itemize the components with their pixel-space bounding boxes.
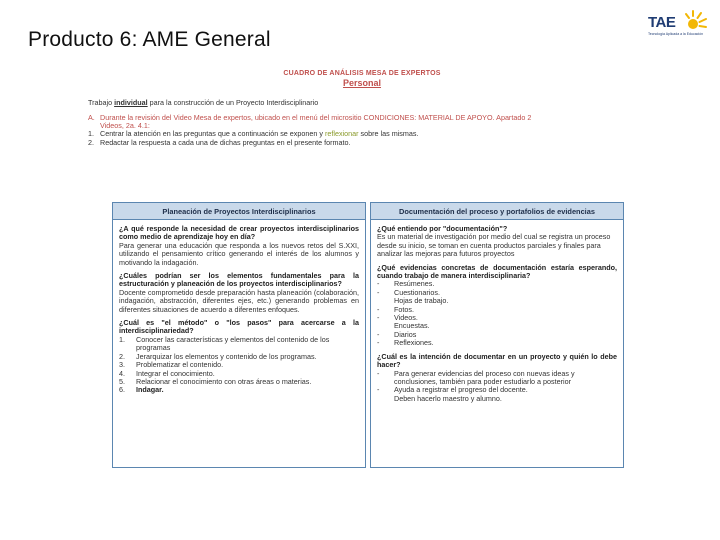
list-item-text: Hojas de trabajo. bbox=[394, 296, 449, 306]
document-subheading: Personal bbox=[342, 78, 382, 89]
list-item-bullet bbox=[377, 297, 394, 305]
documentation-answer-1: Es un material de investigación por medio del cual se registra un proceso desde su inicio, se toman en cuenta productos parciales y finales para analizar las mejoras para futuros proyectos bbox=[377, 232, 611, 259]
intro-underlined: individual bbox=[114, 97, 148, 107]
list-item-text: Cuestionarios. bbox=[394, 287, 440, 297]
intro-prefix: Trabajo bbox=[88, 97, 115, 107]
list-item-text: Para generar evidencias del proceso con nuevas ideas y conclusiones, también para poder estudiarlo a posterior bbox=[394, 368, 575, 386]
logo-tagline: Tecnología Aplicada a la Educación bbox=[648, 32, 704, 36]
list-item-text: Resúmenes. bbox=[394, 279, 435, 289]
documentation-panel-body bbox=[371, 220, 623, 407]
planning-panel-body bbox=[113, 220, 365, 399]
planning-answer-1: Para generar una educación que responda a los nuevos retos del S.XXI, utilizando el pensamiento crítico generando el interés de los alumnos y motivando la indagación. bbox=[119, 240, 359, 267]
planning-panel bbox=[112, 202, 366, 468]
instruction-list bbox=[88, 114, 636, 147]
planning-question-3: ¿Cuál es "el método" o "los pasos" para acercarse a la interdisciplinariedad? bbox=[119, 318, 359, 336]
instruction-2-text: Redactar la respuesta a cada una de dichas preguntas en el presente formato. bbox=[100, 137, 351, 147]
documentation-panel bbox=[370, 202, 624, 468]
planning-panel-header: Planeación de Proyectos Interdisciplinarios bbox=[113, 203, 365, 220]
document-header bbox=[88, 70, 636, 88]
list-item-text: Relacionar el conocimiento con otras áreas o materias. bbox=[136, 376, 312, 386]
list-item-number: 6. bbox=[119, 385, 125, 395]
intro-suffix: para la construcción de un Proyecto Interdisciplinario bbox=[147, 97, 319, 107]
intro-line bbox=[88, 99, 636, 107]
method-steps-list bbox=[119, 336, 359, 395]
list-item-bullet: - bbox=[377, 287, 380, 297]
documentation-question-1: ¿Qué entiendo por "documentación"? bbox=[377, 224, 508, 233]
instruction-1-highlight: reflexionar bbox=[324, 129, 359, 139]
instruction-a bbox=[88, 114, 636, 122]
instruction-a-sub: Videos, 2a. 4.1: bbox=[100, 121, 150, 131]
documentation-question-2: ¿Qué evidencias concretas de documentación estaría esperando, cuando trabajo de manera interdisciplinaria? bbox=[377, 262, 617, 281]
list-item bbox=[377, 395, 617, 403]
list-item-bullet bbox=[377, 322, 394, 330]
list-item-text: Integrar el conocimiento. bbox=[136, 368, 215, 378]
documentation-question-3: ¿Cuál es la intención de documentar en un proyecto y quién lo debe hacer? bbox=[377, 351, 617, 370]
list-item-text: Reflexiones. bbox=[394, 338, 434, 348]
list-item-number: 4. bbox=[119, 368, 125, 378]
instruction-a-marker: A. bbox=[88, 112, 95, 122]
instruction-2 bbox=[88, 139, 636, 147]
instruction-2-marker: 2. bbox=[88, 137, 94, 147]
instruction-a-text: Durante la revisión del Video Mesa de expertos, ubicado en el menú del micrositio CONDICIONES: MATERIAL DE APOYO. Apartado 2 bbox=[100, 112, 532, 122]
list-item-number: 2. bbox=[119, 351, 125, 361]
planning-question-2: ¿Cuáles podrían ser los elementos fundamentales para la estructuración y planeación de los proyectos interdisciplinarios? bbox=[119, 271, 359, 289]
list-item-text: Indagar. bbox=[136, 385, 164, 395]
list-item-bullet: - bbox=[377, 304, 380, 314]
sun-logo-icon bbox=[685, 8, 709, 32]
list-item-text: Videos. bbox=[394, 313, 418, 323]
list-item-text: Fotos. bbox=[394, 304, 414, 314]
list-item-bullet: - bbox=[377, 338, 380, 348]
list-item bbox=[119, 336, 359, 353]
evidence-list bbox=[377, 280, 617, 347]
list-item bbox=[377, 370, 617, 387]
logo-text: TAE bbox=[648, 14, 676, 31]
instruction-1-after: sobre las mismas. bbox=[358, 129, 419, 139]
list-item-bullet: - bbox=[377, 279, 380, 289]
list-item-text: Conocer las características y elementos del contenido de los programas bbox=[136, 334, 330, 353]
document-page bbox=[88, 70, 636, 500]
intention-list bbox=[377, 370, 617, 404]
list-item-bullet: - bbox=[377, 385, 380, 395]
list-item-bullet: - bbox=[377, 313, 380, 323]
list-item bbox=[119, 386, 359, 394]
instruction-1-marker: 1. bbox=[88, 129, 94, 139]
instruction-1-before: Centrar la atención en las preguntas que a continuación se exponen y bbox=[100, 129, 325, 139]
document-heading: CUADRO DE ANÁLISIS MESA DE EXPERTOS bbox=[283, 70, 441, 77]
list-item-number: 1. bbox=[119, 334, 125, 344]
list-item-number: 5. bbox=[119, 376, 125, 386]
list-item-bullet: - bbox=[377, 368, 380, 378]
slide-title: Producto 6: AME General bbox=[28, 28, 271, 51]
planning-question-1: ¿A qué responde la necesidad de crear proyectos interdisciplinarios como medio de aprendizaje hoy en día? bbox=[119, 224, 359, 242]
planning-answer-2: Docente comprometido desde preparación hasta planeación (colaboración, indagación, abstracción, diferentes ejes, etc.) generando problemas en diferentes situaciones de acuerdo a diferentes enfoques. bbox=[119, 287, 359, 314]
list-item-bullet: - bbox=[377, 329, 380, 339]
list-item-text: Problematizar el contenido. bbox=[136, 360, 224, 370]
list-item-text: Encuestas. bbox=[394, 321, 430, 331]
documentation-panel-header: Documentación del proceso y portafolios de evidencias bbox=[371, 203, 623, 220]
list-item-text: Jerarquizar los elementos y contenido de los programas. bbox=[136, 351, 317, 361]
tae-logo bbox=[648, 8, 714, 38]
list-item-bullet bbox=[377, 395, 394, 403]
list-item bbox=[377, 339, 617, 347]
list-item-number: 3. bbox=[119, 360, 125, 370]
list-item-text: Diarios bbox=[394, 329, 417, 339]
list-item-text: Ayuda a registrar el progreso del docente. bbox=[394, 385, 528, 395]
list-item-text: Deben hacerlo maestro y alumno. bbox=[394, 393, 502, 403]
